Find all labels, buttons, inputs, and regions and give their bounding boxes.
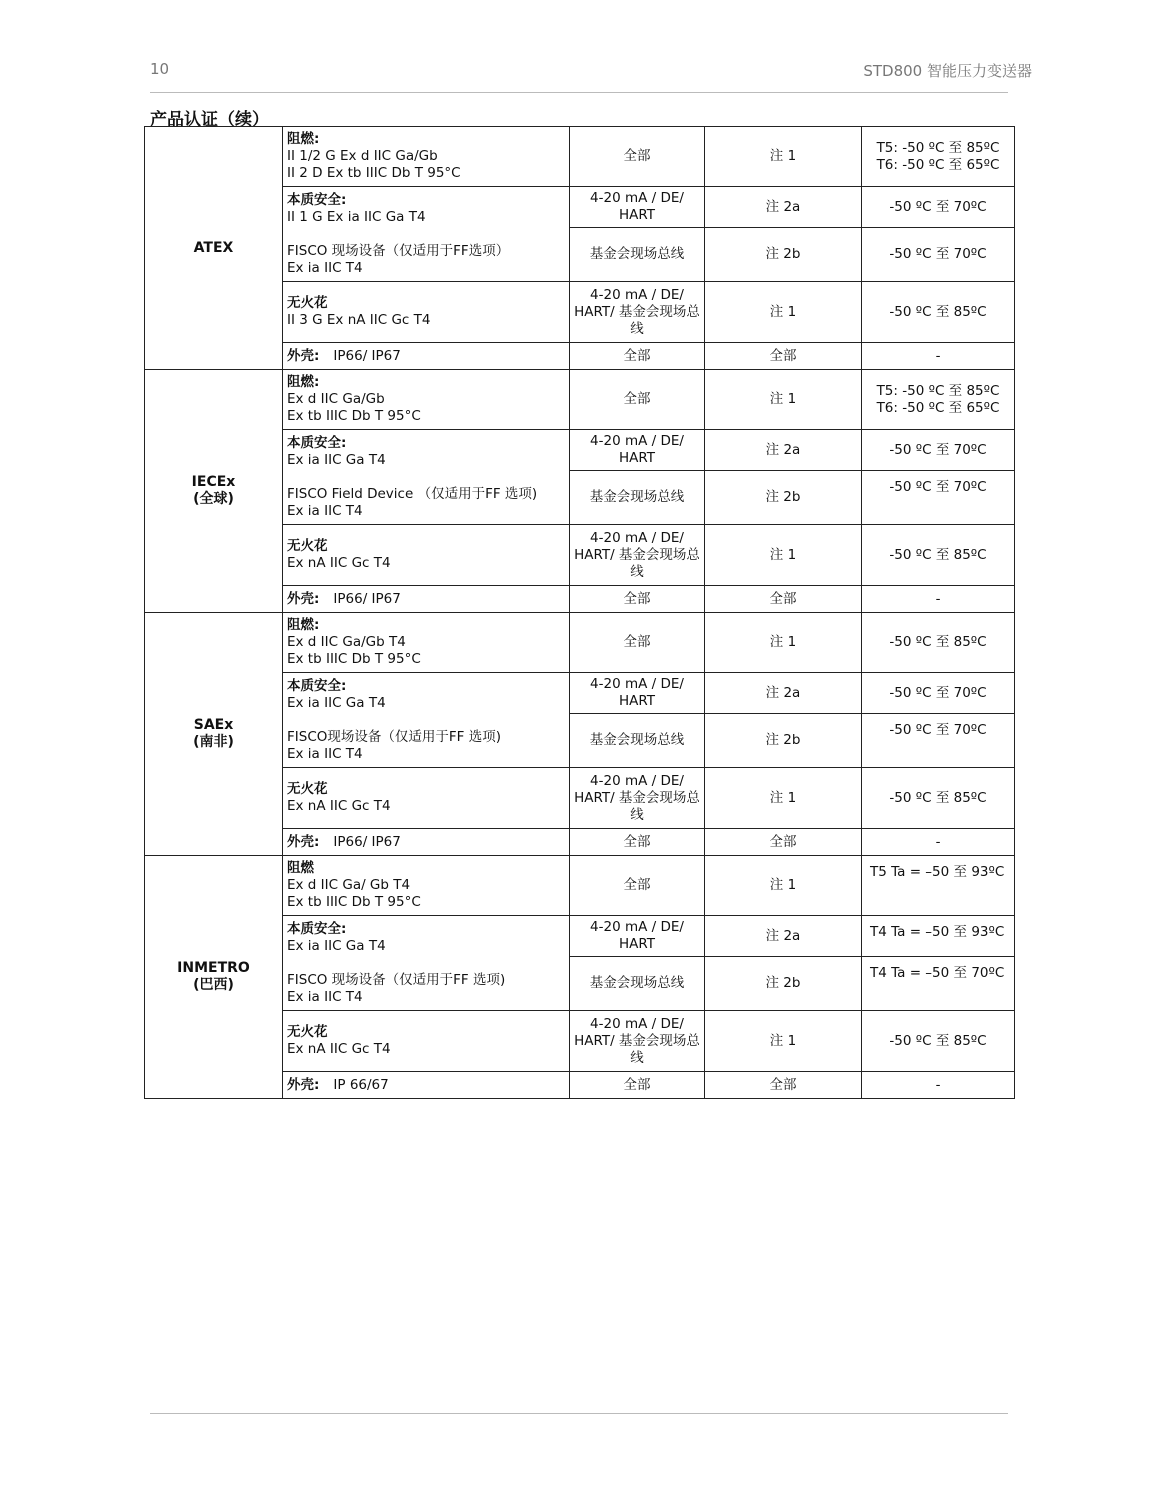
signal-cell: 4-20 mA / DE/ HART/ 基金会现场总线 [570,525,705,586]
temperature-line: -50 ºC 至 85ºC [889,634,987,650]
standard-name: ATEX [193,239,234,256]
protection-title: 本质安全: [287,920,347,937]
footer-rule [150,1413,1008,1414]
temperature-cell [862,471,1015,525]
temperature-cell [862,1011,1015,1072]
temperature-cell [862,282,1015,343]
temperature-cell [862,370,1015,430]
note-cell: 注 2a [705,673,862,714]
signal-cell: 基金会现场总线 [570,471,705,525]
signal-cell: 全部 [570,856,705,916]
document-title: STD800 智能压力变送器 [863,62,1032,80]
table-row [145,613,1015,673]
signal-cell: 基金会现场总线 [570,228,705,282]
standard-name: IECEx [191,474,236,490]
protection-title: 阻燃 [287,860,314,876]
signal-cell: 基金会现场总线 [570,957,705,1011]
nonsparking-protection-cell [283,768,570,829]
protection-line: Ex tb IIIC Db T 95°C [287,408,421,424]
protection-title: 无火花 [287,1024,328,1040]
note-cell: 注 2a [705,430,862,471]
flame-protection-cell [283,370,570,430]
protection-line: Ex ia IIC T4 [287,259,363,276]
temperature-line: -50 ºC 至 85ºC [889,303,987,320]
standard-name: (南非) [193,734,234,750]
protection-title: 无火花 [287,295,328,311]
temperature-cell: - [862,343,1015,370]
signal-cell: 基金会现场总线 [570,714,705,768]
enclosure-label: 外壳: [287,1076,320,1093]
signal-cell: 全部 [570,829,705,856]
temperature-cell [862,673,1015,714]
is-protection-cell [283,187,570,282]
is-protection-cell [283,916,570,1011]
temperature-line: -50 ºC 至 85ºC [889,546,987,563]
temperature-cell [862,430,1015,471]
protection-line: Ex ia IIC T4 [287,502,363,519]
flame-protection-cell [283,613,570,673]
protection-line: Ex d IIC Ga/Gb [287,391,385,407]
protection-line: FISCO 现场设备（仅适用于FF 选项) [287,971,506,988]
protection-line: Ex tb IIIC Db T 95°C [287,651,421,667]
protection-title: 阻燃: [287,374,320,390]
note-cell: 注 1 [705,282,862,343]
protection-line: FISCO 现场设备（仅适用于FF选项） [287,242,510,259]
temperature-cell: - [862,829,1015,856]
protection-line: Ex ia IIC T4 [287,988,363,1005]
protection-line: Ex d IIC Ga/ Gb T4 [287,877,411,893]
protection-title: 本质安全: [287,191,347,208]
protection-line: Ex ia IIC T4 [287,745,363,762]
temperature-line: -50 ºC 至 70ºC [889,722,987,738]
enclosure-label: 外壳: [287,833,320,850]
signal-cell: 全部 [570,586,705,613]
note-cell: 注 1 [705,1011,862,1072]
page-number: 10 [150,60,170,78]
standard-cell [145,613,283,856]
note-cell: 注 2a [705,187,862,228]
standard-name: (巴西) [193,977,234,993]
enclosure-cell [283,1072,570,1099]
is-protection-cell [283,430,570,525]
protection-line: II 1/2 G Ex d IIC Ga/Gb [287,148,438,164]
protection-title: 本质安全: [287,434,347,451]
note-cell: 注 2b [705,714,862,768]
protection-title: 阻燃: [287,131,320,147]
nonsparking-protection-cell [283,525,570,586]
spacer [287,469,565,486]
temperature-cell [862,613,1015,673]
note-cell: 注 1 [705,768,862,829]
temperature-line: T4 Ta = –50 至 93ºC [870,924,1005,940]
note-cell: 注 2b [705,957,862,1011]
standard-cell [145,370,283,613]
protection-line: II 2 D Ex tb IIIC Db T 95°C [287,165,461,181]
temperature-line: -50 ºC 至 70ºC [889,479,987,495]
temperature-line: -50 ºC 至 70ºC [889,684,987,701]
temperature-cell [862,187,1015,228]
temperature-cell [862,714,1015,768]
protection-line: Ex ia IIC Ga T4 [287,694,386,711]
protection-line: Ex ia IIC Ga T4 [287,451,386,468]
temperature-line: T5: -50 ºC 至 85ºC [876,382,1000,399]
enclosure-value: IP66/ IP67 [333,833,401,850]
protection-line: Ex d IIC Ga/Gb T4 [287,634,406,650]
protection-title: 无火花 [287,781,328,797]
note-cell: 全部 [705,586,862,613]
signal-cell: 全部 [570,1072,705,1099]
protection-line: II 1 G Ex ia IIC Ga T4 [287,208,426,225]
temperature-line: -50 ºC 至 85ºC [889,1032,987,1049]
section-title: 产品认证（续） [150,110,269,130]
temperature-cell [862,856,1015,916]
note-cell: 注 2b [705,471,862,525]
protection-line: FISCO现场设备（仅适用于FF 选项) [287,728,501,745]
temperature-cell: - [862,1072,1015,1099]
flame-protection-cell [283,127,570,187]
note-cell: 注 1 [705,613,862,673]
temperature-cell [862,127,1015,187]
protection-line: Ex nA IIC Gc T4 [287,798,391,814]
protection-title: 阻燃: [287,617,320,633]
spacer [287,712,565,729]
table-row [145,856,1015,916]
signal-cell: 4-20 mA / DE/ HART [570,916,705,957]
temperature-line: T4 Ta = –50 至 70ºC [870,965,1005,981]
note-cell: 全部 [705,1072,862,1099]
protection-line: Ex ia IIC Ga T4 [287,937,386,954]
temperature-cell [862,957,1015,1011]
signal-cell: 4-20 mA / DE/ HART/ 基金会现场总线 [570,768,705,829]
table-row [145,370,1015,430]
standard-name: INMETRO [177,960,250,976]
signal-cell: 4-20 mA / DE/ HART/ 基金会现场总线 [570,1011,705,1072]
note-cell: 注 2b [705,228,862,282]
protection-title: 无火花 [287,538,328,554]
temperature-cell [862,768,1015,829]
temperature-line: T5: -50 ºC 至 85ºC [876,139,1000,156]
header-rule [150,92,1008,93]
certification-table [144,126,1015,1099]
flame-protection-cell [283,856,570,916]
enclosure-cell [283,586,570,613]
enclosure-cell [283,343,570,370]
note-cell: 全部 [705,829,862,856]
temperature-line: T6: -50 ºC 至 65ºC [876,156,1000,173]
temperature-line: -50 ºC 至 70ºC [889,441,987,458]
temperature-cell [862,228,1015,282]
protection-line: Ex nA IIC Gc T4 [287,1041,391,1057]
note-cell: 注 1 [705,370,862,430]
is-protection-cell [283,673,570,768]
protection-line: Ex tb IIIC Db T 95°C [287,894,421,910]
temperature-line: T6: -50 ºC 至 65ºC [876,399,1000,416]
temperature-line: -50 ºC 至 70ºC [889,198,987,215]
enclosure-value: IP 66/67 [333,1076,389,1093]
table-row [145,127,1015,187]
signal-cell: 全部 [570,370,705,430]
note-cell: 注 1 [705,525,862,586]
note-cell: 全部 [705,343,862,370]
standard-cell [145,856,283,1099]
protection-line: FISCO Field Device （仅适用于FF 选项) [287,485,538,502]
spacer [287,226,565,243]
signal-cell: 4-20 mA / DE/ HART/ 基金会现场总线 [570,282,705,343]
note-cell: 注 1 [705,127,862,187]
enclosure-cell [283,829,570,856]
signal-cell: 4-20 mA / DE/ HART [570,187,705,228]
standard-name: SAEx [193,717,234,733]
protection-title: 本质安全: [287,677,347,694]
temperature-cell [862,525,1015,586]
standard-cell [145,127,283,370]
enclosure-label: 外壳: [287,347,320,364]
temperature-line: T5 Ta = –50 至 93ºC [870,864,1005,880]
temperature-cell: - [862,586,1015,613]
signal-cell: 全部 [570,127,705,187]
nonsparking-protection-cell [283,1011,570,1072]
protection-line: Ex nA IIC Gc T4 [287,555,391,571]
signal-cell: 4-20 mA / DE/ HART [570,673,705,714]
temperature-line: -50 ºC 至 70ºC [889,246,987,262]
signal-cell: 4-20 mA / DE/ HART [570,430,705,471]
enclosure-label: 外壳: [287,590,320,607]
enclosure-value: IP66/ IP67 [333,347,401,364]
temperature-line: -50 ºC 至 85ºC [889,789,987,806]
signal-cell: 全部 [570,343,705,370]
protection-line: II 3 G Ex nA IIC Gc T4 [287,312,431,328]
temperature-cell [862,916,1015,957]
spacer [287,955,565,972]
signal-cell: 全部 [570,613,705,673]
enclosure-value: IP66/ IP67 [333,590,401,607]
note-cell: 注 2a [705,916,862,957]
standard-name: (全球) [193,491,234,507]
nonsparking-protection-cell [283,282,570,343]
note-cell: 注 1 [705,856,862,916]
